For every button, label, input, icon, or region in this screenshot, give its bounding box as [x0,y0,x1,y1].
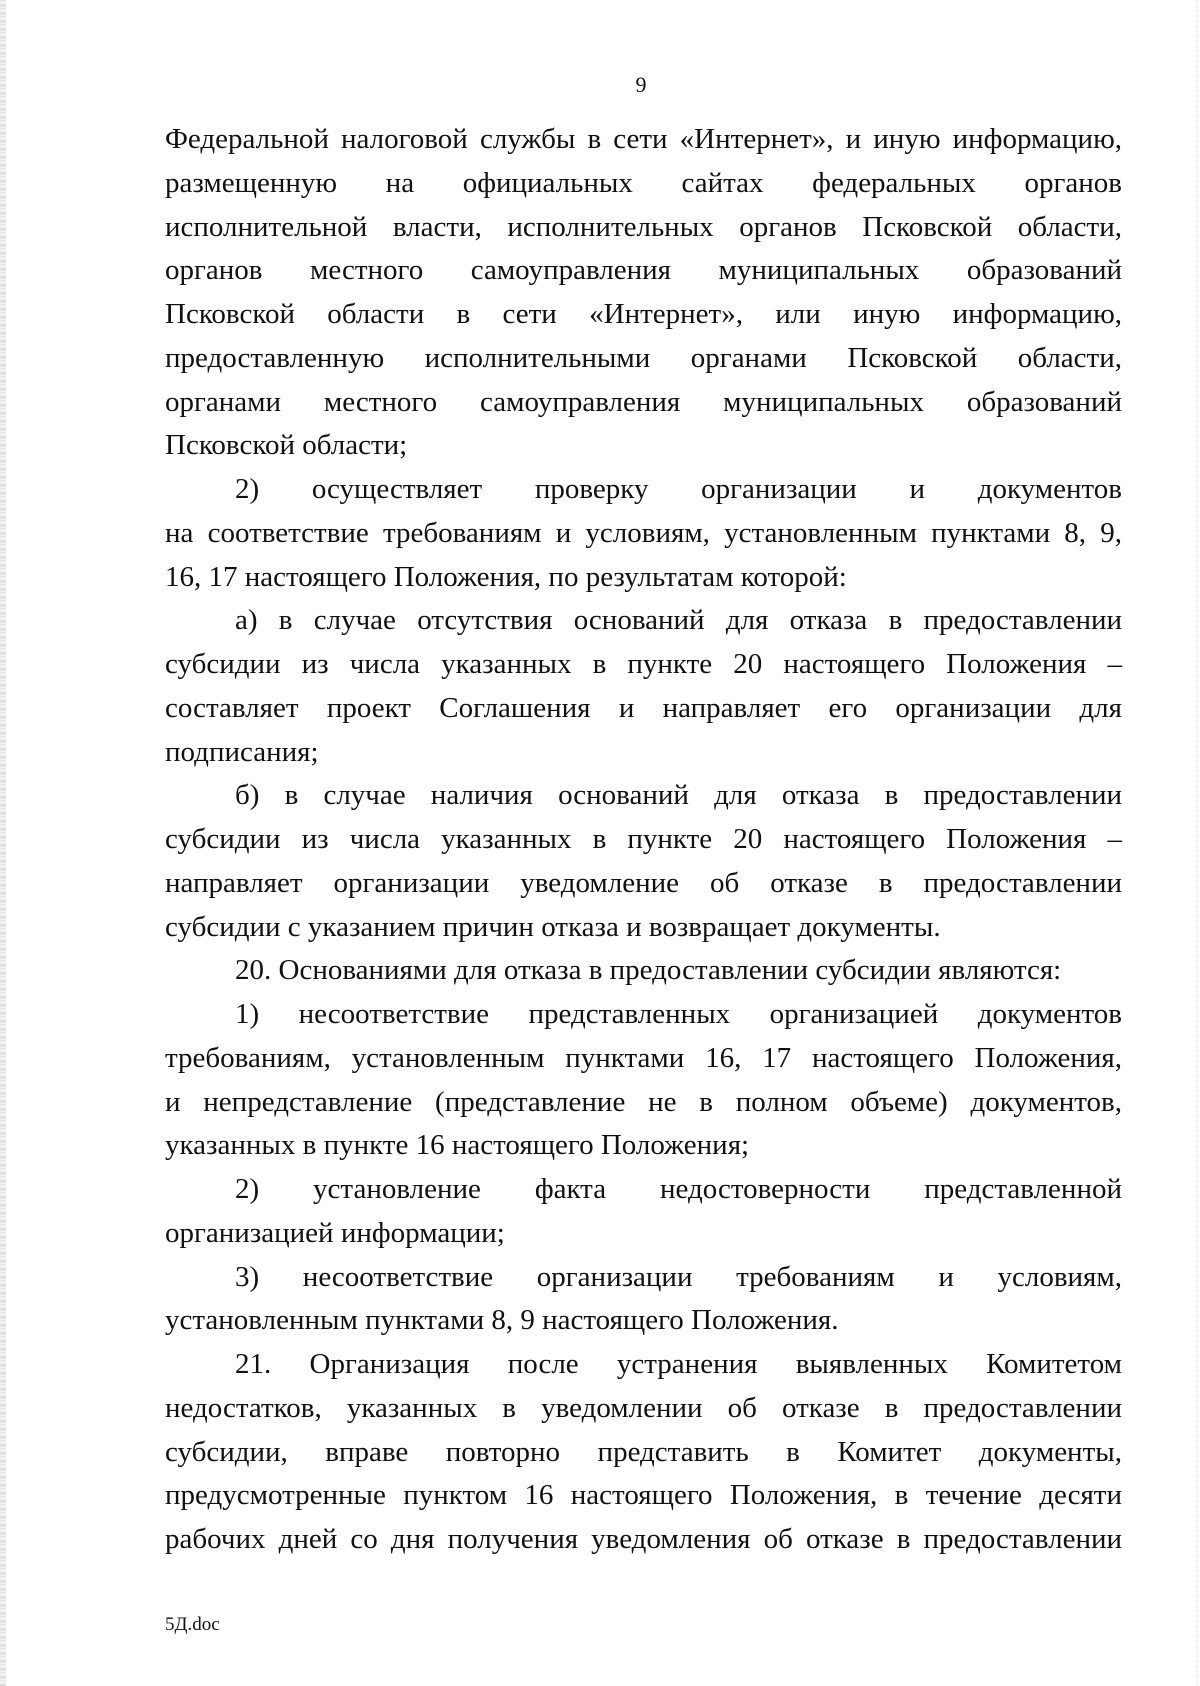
text-line: указанных в пункте 16 настоящего Положения; [165,1129,750,1162]
text-line: Федеральной налоговой службы в сети «Интернет», и иную информацию, [165,123,1122,155]
text-line: рабочих дней со дня получения уведомления об отказе в предоставлении [165,1523,1122,1555]
text-line: 1) несоответствие представленных организацией документов [235,998,1122,1030]
text-line: подписания; [165,735,319,768]
document-body [165,118,1122,1562]
text-line: 3) несоответствие организации требованиям и условиям, [235,1260,1122,1293]
text-line: Псковской области в сети «Интернет», или иную информацию, [165,298,1122,330]
text-line: а) в случае отсутствия оснований для отказа в предоставлении [235,604,1122,637]
scan-edge-right [1196,0,1198,1686]
text-line: недостатков, указанных в уведомлении об отказе в предоставлении [165,1391,1122,1424]
text-line: Псковской области; [165,429,408,462]
text-line: 2) осуществляет проверку организации и документов [235,473,1122,505]
text-line: 20. Основаниями для отказа в предоставлении субсидии являются: [235,954,1062,987]
text-line: предусмотренные пунктом 16 настоящего Положения, в течение десяти [165,1479,1122,1512]
text-line: 2) установление факта недостоверности представленной [235,1173,1122,1205]
text-line: субсидии с указанием причин отказа и возвращает документы. [165,910,941,943]
text-line: субсидии из числа указанных в пункте 20 настоящего Положения – [165,823,1122,855]
text-line: требованиям, установленным пунктами 16, 17 настоящего Положения, [165,1041,1122,1074]
text-line: и непредставление (представление не в полном объеме) документов, [165,1085,1122,1118]
text-line: установленным пунктами 8, 9 настоящего Положения. [165,1304,839,1337]
text-line: составляет проект Соглашения и направляет его организации для [165,691,1122,724]
text-line: предоставленную исполнительными органами Псковской области, [165,341,1122,374]
text-line: направляет организации уведомление об отказе в предоставлении [165,866,1122,899]
text-line: 21. Организация после устранения выявленных Комитетом [235,1348,1122,1380]
footer-filename: 5Д.doc [165,1614,220,1635]
text-line: исполнительной власти, исполнительных органов Псковской области, [165,210,1122,243]
text-line: субсидии, вправе повторно представить в Комитет документы, [165,1435,1122,1468]
text-line: б) в случае наличия оснований для отказа в предоставлении [235,779,1122,812]
text-line: организацией информации; [165,1216,505,1249]
text-line: органами местного самоуправления муниципальных образований [165,385,1122,418]
text-line: 16, 17 настоящего Положения, по результатам которой: [165,560,847,593]
text-line: органов местного самоуправления муниципальных образований [165,254,1122,287]
text-line: субсидии из числа указанных в пункте 20 настоящего Положения – [165,648,1122,680]
text-line: на соответствие требованиям и условиям, установленным пунктами 8, 9, [165,516,1122,549]
scan-edge-left [0,0,6,1686]
page-number: 9 [635,72,647,97]
text-line: размещенную на официальных сайтах федеральных органов [165,166,1122,199]
